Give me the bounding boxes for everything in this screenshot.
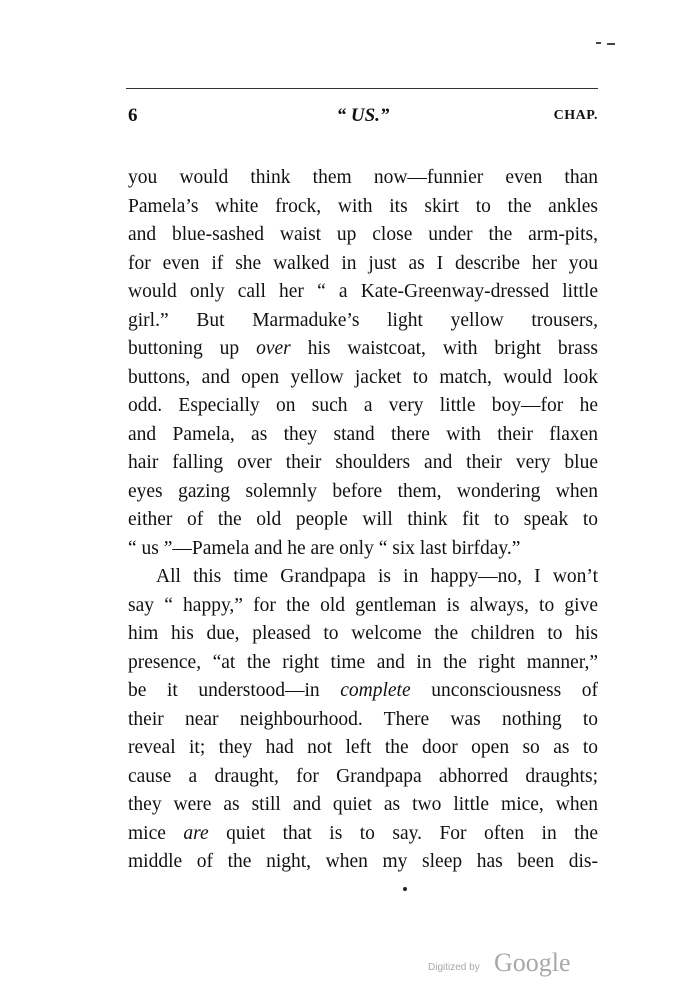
digitization-watermark bbox=[428, 948, 598, 982]
text-line: would only call her “ a Kate-Greenway-dressed little bbox=[128, 281, 598, 302]
text-line: reveal it; they had not left the door open so as to bbox=[128, 737, 598, 758]
stray-mark bbox=[607, 43, 615, 45]
text-line: and blue-sashed waist up close under the arm-pits, bbox=[128, 224, 598, 245]
text-line: buttons, and open yellow jacket to match, would look bbox=[128, 366, 598, 388]
stray-mark bbox=[596, 42, 601, 44]
text-line: their near neighbourhood. There was nothing to bbox=[128, 708, 598, 730]
google-logo: Google bbox=[494, 948, 571, 977]
text-line: presence, “at the right time and in the right manner,” bbox=[128, 651, 598, 673]
text-line: either of the old people will think fit to speak to bbox=[128, 509, 598, 530]
text-line: and Pamela, as they stand there with their flaxen bbox=[128, 423, 598, 445]
text-line: they were as still and quiet as two little mice, when bbox=[128, 794, 598, 815]
stray-dot bbox=[403, 887, 407, 891]
text-line: hair falling over their shoulders and their very blue bbox=[128, 452, 598, 473]
running-title: “ US.” bbox=[336, 105, 390, 126]
running-header bbox=[128, 103, 598, 133]
header-rule bbox=[126, 88, 598, 89]
text-line: say “ happy,” for the old gentleman is always, to give bbox=[128, 594, 598, 616]
text-line: buttoning up over his waistcoat, with bright brass bbox=[128, 338, 598, 359]
text-line: “ us ”—Pamela and he are only “ six last birfday.” bbox=[128, 537, 521, 559]
text-line: be it understood—in complete unconsciousness of bbox=[128, 680, 598, 701]
text-line: All this time Grandpapa is in happy—no, I won’t bbox=[156, 566, 598, 587]
text-line: odd. Especially on such a very little boy—for he bbox=[128, 395, 598, 416]
text-line: for even if she walked in just as I describe her you bbox=[128, 252, 598, 274]
text-line: girl.” But Marmaduke’s light yellow trousers, bbox=[128, 309, 598, 331]
page-number: 6 bbox=[128, 105, 138, 126]
text-line: middle of the night, when my sleep has been dis- bbox=[128, 851, 598, 872]
body-text bbox=[128, 164, 598, 877]
text-line: cause a draught, for Grandpapa abhorred draughts; bbox=[128, 765, 598, 787]
text-line: him his due, pleased to welcome the children to his bbox=[128, 623, 598, 644]
text-line: mice are quiet that is to say. For often in the bbox=[128, 822, 598, 844]
text-line: you would think them now—funnier even than bbox=[128, 167, 598, 188]
text-line: Pamela’s white frock, with its skirt to the ankles bbox=[128, 195, 598, 217]
emphasis: are bbox=[183, 822, 209, 844]
watermark-prefix: Digitized by bbox=[428, 962, 480, 973]
text-line: eyes gazing solemnly before them, wondering when bbox=[128, 480, 598, 502]
emphasis: over bbox=[256, 338, 291, 359]
chapter-label: CHAP. bbox=[553, 108, 598, 123]
emphasis: complete bbox=[340, 680, 411, 701]
